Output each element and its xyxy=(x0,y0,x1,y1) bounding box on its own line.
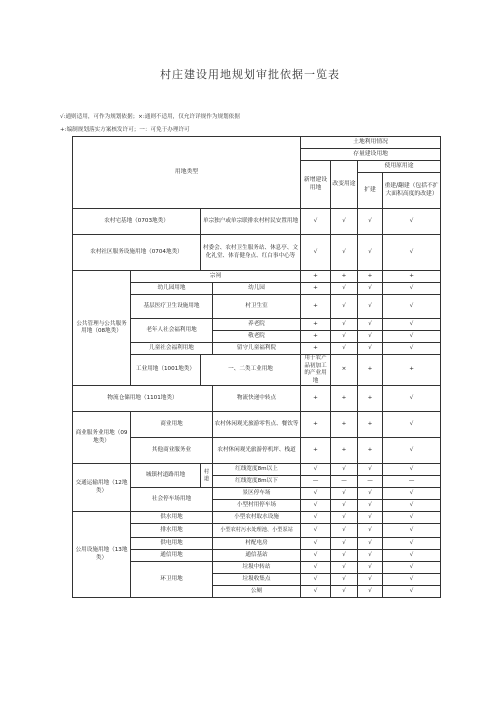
value-cell: + xyxy=(301,331,331,343)
value-cell: + xyxy=(331,386,358,412)
content-cell: 垃圾中转站 xyxy=(213,562,301,574)
value-cell: √ xyxy=(383,574,441,586)
content-cell: 农村休闲观光旅游停机坪、栈道 xyxy=(213,438,301,464)
page-title: 村庄建设用地规划审批依据一览表 xyxy=(160,68,340,81)
value-cell: √ xyxy=(358,538,383,550)
land-type-cell: 农村社区服务设施用地（0704地类） xyxy=(73,235,201,271)
sub-type-cell: 社会停车场用地 xyxy=(131,488,213,512)
value-cell: √ xyxy=(331,464,358,476)
table-row xyxy=(73,386,441,412)
content-cell: 养老院 xyxy=(213,319,301,331)
approval-table xyxy=(72,136,441,598)
value-cell: + xyxy=(301,412,331,438)
value-cell: √ xyxy=(383,331,441,343)
content-cell: 红线宽度8m以上 xyxy=(213,464,301,476)
table-row xyxy=(73,209,441,235)
header-change-use: 改变用途 xyxy=(331,161,358,209)
value-cell: + xyxy=(301,295,331,319)
value-cell: √ xyxy=(358,283,383,295)
value-cell: √ xyxy=(358,331,383,343)
value-cell: √ xyxy=(301,464,331,476)
land-type-cell: 工业用地（1001地类） xyxy=(131,355,201,386)
value-cell: √ xyxy=(383,500,441,512)
sub-type-cell: 一、二类工业用地 xyxy=(201,355,301,386)
value-cell: — xyxy=(301,476,331,488)
value-cell: √ xyxy=(383,512,441,524)
value-cell: √ xyxy=(358,209,383,235)
value-cell: √ xyxy=(383,386,441,412)
header-usage-change: 使用原用途 xyxy=(358,161,441,173)
content-cell: 垃圾收集点 xyxy=(213,574,301,586)
value-cell: √ xyxy=(301,235,331,271)
value-cell: + xyxy=(301,438,331,464)
value-cell: √ xyxy=(358,235,383,271)
sub-type-cell: 其他商业服务业 xyxy=(131,438,213,464)
content-cell: 敬老院 xyxy=(213,331,301,343)
content-cell: 通信基站 xyxy=(213,550,301,562)
value-cell: √ xyxy=(383,319,441,331)
value-cell: √ xyxy=(383,562,441,574)
value-cell: √ xyxy=(383,586,441,598)
content-cell: 幼儿园 xyxy=(213,283,301,295)
land-type-cell: 公共管理与公共服务用地（08地类） xyxy=(73,271,131,386)
value-cell: √ xyxy=(301,586,331,598)
sub-type-cell: 排水用地 xyxy=(131,524,213,538)
value-cell: √ xyxy=(301,512,331,524)
content-cell: 红线宽度8m以下 xyxy=(213,476,301,488)
value-cell: — xyxy=(383,476,441,488)
value-cell: √ xyxy=(331,500,358,512)
value-cell: √ xyxy=(301,209,331,235)
sub-type-cell: 幼儿园用地 xyxy=(131,283,213,295)
sub-type-cell: 商业用地 xyxy=(131,412,213,438)
sub-type-cell: 儿童社会福利用地 xyxy=(131,343,213,355)
value-cell: √ xyxy=(383,488,441,500)
value-cell: + xyxy=(301,319,331,331)
value-cell: √ xyxy=(383,295,441,319)
value-cell: √ xyxy=(358,512,383,524)
header-land-use: 土地利用情况 xyxy=(301,137,441,149)
legend-note-1: √:通则适用，可作为规划依据；×:通则不适用，仅允许详规作为规划依据 xyxy=(60,114,240,120)
content-cell: 物流快递中转点 xyxy=(213,386,301,412)
value-cell: √ xyxy=(331,319,358,331)
content-cell: 宗祠 xyxy=(131,271,301,283)
value-cell: + xyxy=(358,412,383,438)
value-cell: √ xyxy=(301,550,331,562)
value-cell: √ xyxy=(331,235,358,271)
value-cell: + xyxy=(358,355,383,386)
header-new-land: 新增建设用地 xyxy=(301,161,331,209)
value-cell: √ xyxy=(301,562,331,574)
value-cell: √ xyxy=(331,586,358,598)
value-cell: √ xyxy=(331,524,358,538)
land-type-cell: 公用设施用地（13地类） xyxy=(73,512,131,598)
table-row xyxy=(73,512,441,524)
sub-type-cell: 供水用地 xyxy=(131,512,213,524)
sub-type-cell: 供电用地 xyxy=(131,538,213,550)
value-cell: — xyxy=(331,476,358,488)
content-cell: 用于农产品初加工的产业用地 xyxy=(301,355,331,386)
value-cell: √ xyxy=(331,550,358,562)
value-cell: √ xyxy=(358,586,383,598)
content-cell: 公厕 xyxy=(213,586,301,598)
value-cell: + xyxy=(358,386,383,412)
header-land-type: 用地类型 xyxy=(73,137,301,209)
value-cell: + xyxy=(331,438,358,464)
content-cell: 小型农村取水设施 xyxy=(213,512,301,524)
content-cell: 留守儿童福利院 xyxy=(213,343,301,355)
road-type-cell: 村道 xyxy=(201,464,213,488)
land-type-cell: 商业服务业用地（09地类） xyxy=(73,412,131,464)
value-cell: √ xyxy=(358,295,383,319)
value-cell: √ xyxy=(383,464,441,476)
value-cell: √ xyxy=(383,283,441,295)
value-cell: + xyxy=(383,355,441,386)
value-cell: √ xyxy=(301,538,331,550)
value-cell: √ xyxy=(301,524,331,538)
value-cell: √ xyxy=(331,488,358,500)
content-cell: 单宗独户或单宗联排农村村民安置用地 xyxy=(201,209,301,235)
value-cell: √ xyxy=(383,343,441,355)
header-expand: 扩建 xyxy=(358,173,383,209)
value-cell: √ xyxy=(383,538,441,550)
table-row xyxy=(73,412,441,438)
table-row xyxy=(73,464,441,476)
sub-type-cell: 城镇村道路用地 xyxy=(131,464,201,488)
sub-type-cell: 老年人社会福利用地 xyxy=(131,319,213,343)
value-cell: √ xyxy=(358,550,383,562)
value-cell: + xyxy=(301,271,331,283)
value-cell: + xyxy=(331,271,358,283)
value-cell: √ xyxy=(383,209,441,235)
value-cell: √ xyxy=(383,412,441,438)
value-cell: √ xyxy=(331,283,358,295)
content-cell: 村配电房 xyxy=(213,538,301,550)
value-cell: √ xyxy=(358,574,383,586)
value-cell: √ xyxy=(358,500,383,512)
value-cell: √ xyxy=(331,574,358,586)
content-cell: 村卫生室 xyxy=(213,295,301,319)
table-row xyxy=(73,235,441,271)
value-cell: √ xyxy=(331,538,358,550)
value-cell: √ xyxy=(358,562,383,574)
value-cell: √ xyxy=(331,343,358,355)
value-cell: — xyxy=(358,476,383,488)
table-row xyxy=(73,271,441,283)
header-rebuild: 重建/翻建（包括不扩大面积高度的改建） xyxy=(383,173,441,209)
value-cell: √ xyxy=(358,319,383,331)
value-cell: √ xyxy=(383,550,441,562)
value-cell: + xyxy=(301,283,331,295)
value-cell: √ xyxy=(331,209,358,235)
value-cell: × xyxy=(331,355,358,386)
value-cell: + xyxy=(331,412,358,438)
value-cell: √ xyxy=(331,331,358,343)
value-cell: + xyxy=(301,386,331,412)
value-cell: √ xyxy=(301,574,331,586)
value-cell: √ xyxy=(358,343,383,355)
value-cell: √ xyxy=(331,295,358,319)
value-cell: √ xyxy=(331,512,358,524)
value-cell: √ xyxy=(301,500,331,512)
content-cell: 农村休闲观光旅游零售点、餐饮等 xyxy=(213,412,301,438)
content-cell: 村委会、农村卫生服务站、休息亭、文化礼堂、体育健身点、红白事中心等 xyxy=(201,235,301,271)
value-cell: √ xyxy=(358,524,383,538)
content-cell: 小型村用停车场 xyxy=(213,500,301,512)
value-cell: + xyxy=(358,271,383,283)
land-type-cell: 物流仓储用地（1101地类） xyxy=(73,386,213,412)
sub-type-cell: 通信用地 xyxy=(131,550,213,562)
legend-note-2: +:编制规划落实方案核发许可；一：可免于办理许可 xyxy=(60,127,190,133)
value-cell: √ xyxy=(331,562,358,574)
value-cell: √ xyxy=(383,235,441,271)
value-cell: + xyxy=(358,438,383,464)
header-stock: 存量建设用地 xyxy=(301,149,441,161)
value-cell: √ xyxy=(358,488,383,500)
value-cell: + xyxy=(301,343,331,355)
value-cell: + xyxy=(383,271,441,283)
value-cell: √ xyxy=(301,488,331,500)
sub-type-cell: 环卫用地 xyxy=(131,562,213,598)
sub-type-cell: 基层医疗卫生设施用地 xyxy=(131,295,213,319)
value-cell: √ xyxy=(383,524,441,538)
land-type-cell: 交通运输用地（12地类） xyxy=(73,464,131,512)
content-cell: 景区停车场 xyxy=(213,488,301,500)
value-cell: √ xyxy=(358,464,383,476)
land-type-cell: 农村宅基地（0703地类） xyxy=(73,209,201,235)
value-cell: √ xyxy=(383,438,441,464)
content-cell: 小型农村污水处理池、小型泵站 xyxy=(213,524,301,538)
